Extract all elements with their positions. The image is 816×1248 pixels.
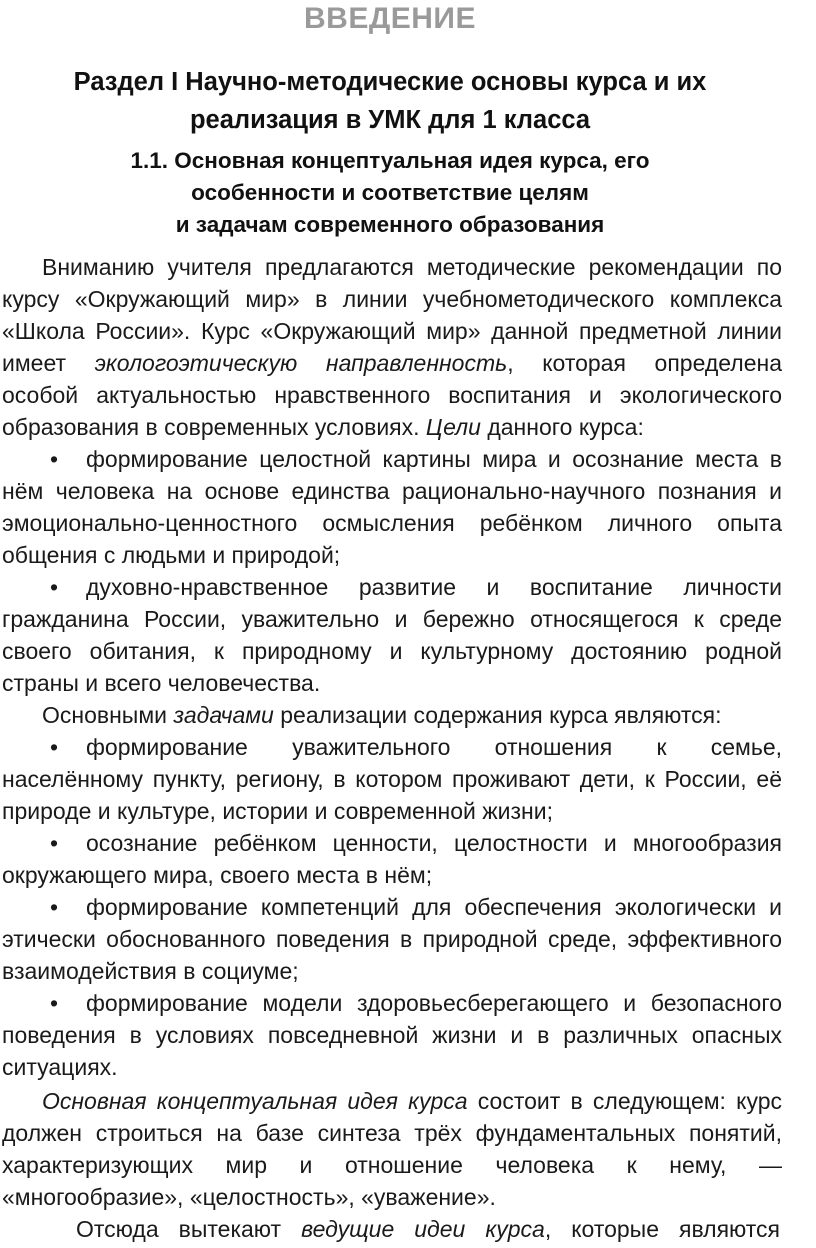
paragraph-intro-line: Вниманию учителя предлагаются методические рекомендации по (42, 254, 782, 280)
task-item-line: формирование компетенций для обеспечения экологически и (86, 894, 782, 920)
concept-line: «многообразие», «целостность», «уважение». (2, 1184, 496, 1210)
bullet-marker: • (50, 990, 59, 1016)
bullet-marker: • (50, 734, 59, 760)
task-item-line: формирование модели здоровьесберегающего и безопасного (86, 990, 782, 1016)
task-item-line: этически обоснованного поведения в природной среде, эффективного (2, 926, 782, 952)
text-fragment: Отсюда вытекают (76, 1216, 282, 1242)
bullet-marker: • (50, 574, 59, 600)
page-heading: ВВЕДЕНИЕ (304, 2, 476, 35)
subsection-title-line-3: и задачам современного образования (175, 212, 605, 237)
section-title-line-2: реализация в УМК для 1 класса (189, 106, 591, 134)
task-item-line: природе и культуре, истории и современной жизни; (2, 798, 553, 824)
bullet-marker: • (50, 446, 59, 472)
task-item-line: населённому пункту, региону, в котором проживают дети, к России, её (2, 766, 782, 792)
goal-item-line: нём человека на основе единства рационально-научного познания и (2, 478, 782, 504)
goal-item-line: гражданина России, уважительно и бережно относящегося к среде (2, 606, 782, 632)
task-item-line: осознание ребёнком ценности, целостности и многообразия (86, 830, 782, 856)
concept-line: характеризующих мир и отношение человека к нему, — (2, 1152, 782, 1178)
task-item-line: окружающего мира, своего места в нём; (2, 862, 433, 888)
task-item-line: ситуациях. (2, 1054, 118, 1080)
concept-line (2, 1086, 782, 1116)
goal-item-line: общения с людьми и природой; (2, 542, 341, 568)
goal-item-line: формирование целостной картины мира и осознание места в (86, 446, 782, 472)
emphasis-text: ведущие идеи курса (301, 1216, 545, 1242)
concept-line: должен строиться на базе синтеза трёх фундаментальных понятий, (2, 1120, 782, 1146)
paragraph-intro-line: курсу «Окружающий мир» в линии учебнометодического комплекса (2, 286, 782, 312)
emphasis-text: Основная концептуальная идея курса (42, 1088, 468, 1114)
task-item-line: поведения в условиях повседневной жизни и в различных опасных (2, 1022, 782, 1048)
paragraph-intro-line: «Школа России». Курс «Окружающий мир» данной предметной линии (2, 318, 782, 344)
task-item-line: формирование уважительного отношения к семье, (86, 734, 782, 760)
paragraph-intro-line (2, 412, 782, 442)
text-fragment: состоит в следующем: курс (477, 1088, 782, 1114)
paragraph-intro-line: особой актуальностью нравственного воспитания и экологического (2, 382, 782, 408)
goal-item-line: эмоционально-ценностного осмысления ребёнком личного опыта (2, 510, 782, 536)
emphasis-text: задачами (173, 702, 274, 728)
text-fragment: реализации содержания курса являются: (280, 702, 722, 728)
bullet-marker: • (50, 894, 59, 920)
text-fragment: данного курса: (487, 414, 644, 440)
subsection-title-line-1: 1.1. Основная концептуальная идея курса, его (130, 148, 650, 173)
goal-item-line: страны и всего человечества. (2, 670, 321, 696)
section-title-line-1: Раздел I Научно-методические основы курса и их (73, 68, 707, 96)
subsection-title-line-2: особенности и соответствие целям (191, 180, 589, 205)
bullet-marker: • (50, 830, 59, 856)
tasks-intro-line (2, 700, 782, 730)
emphasis-text: Цели (425, 414, 481, 440)
text-fragment: имеет (2, 350, 67, 376)
task-item-line: взаимодействия в социуме; (2, 958, 299, 984)
emphasis-text: экологоэтическую направленность (94, 350, 508, 376)
leading-ideas-line (76, 1214, 780, 1244)
goal-item-line: духовно-нравственное развитие и воспитание личности (86, 574, 782, 600)
paragraph-intro-line (2, 348, 782, 378)
text-fragment: , которая определена (507, 350, 783, 376)
text-fragment: , которые являются (544, 1216, 781, 1242)
goal-item-line: своего обитания, к природному и культурному достоянию родной (2, 638, 782, 664)
text-fragment: Основными (42, 702, 167, 728)
text-fragment: образования в современных условиях. (2, 414, 420, 440)
